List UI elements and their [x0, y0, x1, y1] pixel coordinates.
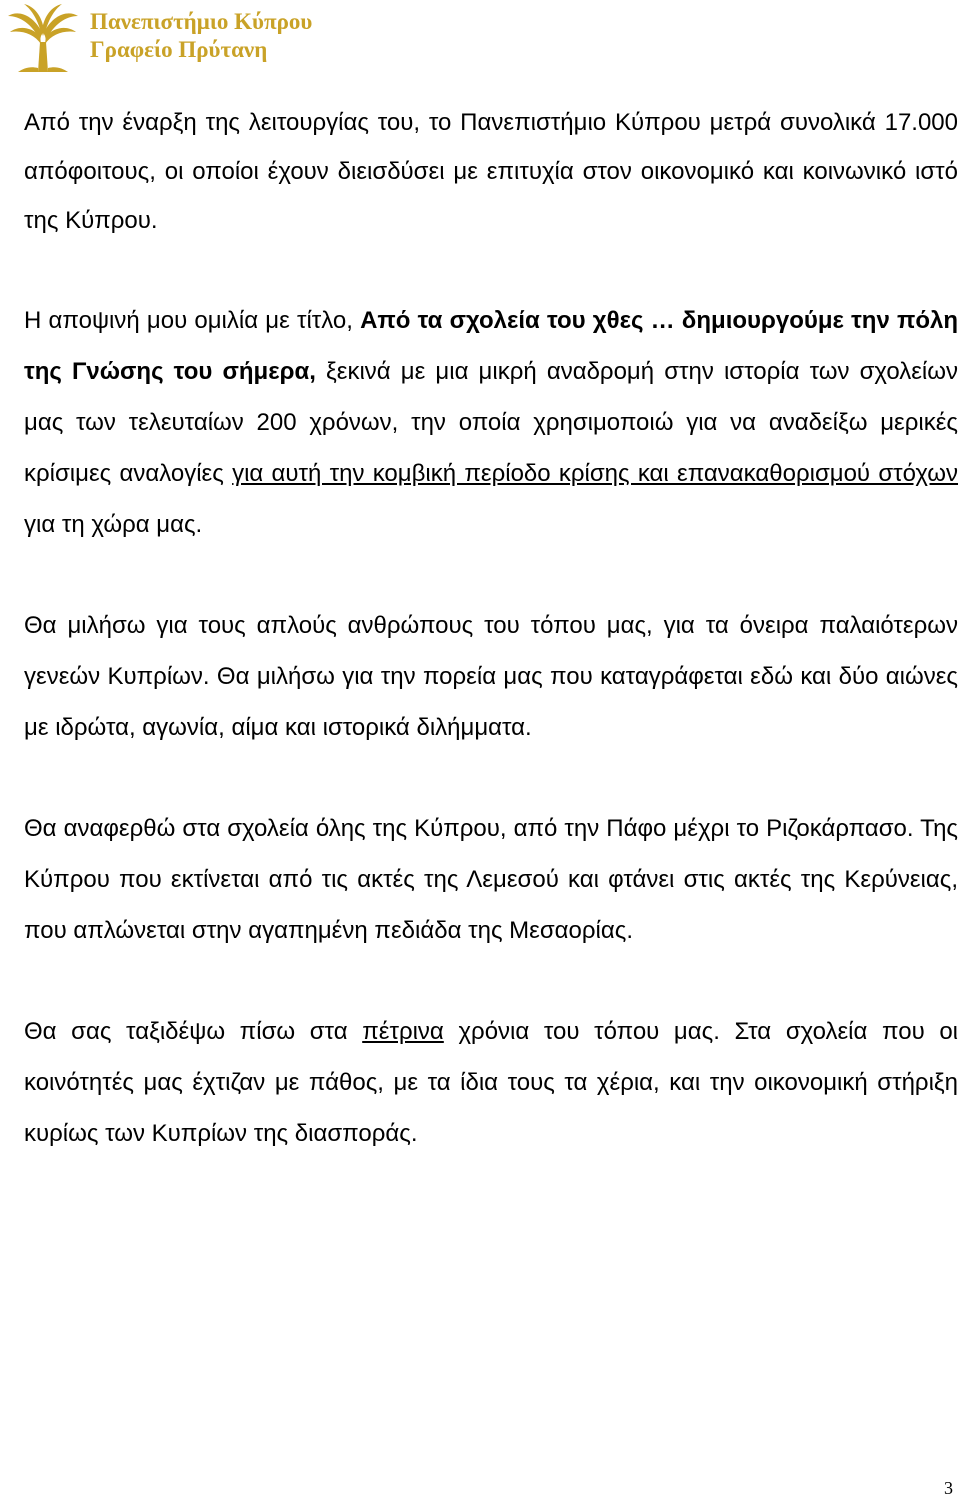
paragraph-5-intro: Θα σας ταξιδέψω πίσω στα	[24, 1018, 363, 1045]
header-title	[90, 8, 312, 64]
paragraph-2	[24, 295, 958, 550]
university-tree-emblem-icon	[4, 2, 82, 72]
underlined-word: πέτρινα	[362, 1018, 444, 1045]
paragraph-1: Από την έναρξη της λειτουργίας του, το Πανεπιστήμιο Κύπρου μετρά συνολικά 17.000 απόφοιτους, οι οποίοι έχουν διεισδύσει με επιτυχία στον οικονομικό και κοινωνικό ιστό της Κύπρου.	[24, 109, 958, 234]
document-body	[24, 98, 958, 1159]
page-number: 3	[944, 1478, 953, 1498]
paragraph-2-end: για τη χώρα μας.	[24, 511, 203, 538]
university-name: Πανεπιστήμιο Κύπρου	[90, 9, 313, 34]
speech-title: Από τα σχολεία του χθες … δημιουργούμε την πόλη της Γνώσης του σήμερα,	[24, 307, 959, 385]
paragraph-5-end: χρόνια του τόπου μας. Στα σχολεία που οι κοινότητές μας έχτιζαν με πάθος, με τα ίδια τους τα χέρια, και την οικονομική στήριξη κυρίως των Κυπρίων της διασποράς.	[24, 1018, 959, 1147]
underlined-phrase: για αυτή την κομβική περίοδο κρίσης και επανακαθορισμού στόχων	[232, 460, 959, 487]
paragraph-4: Θα αναφερθώ στα σχολεία όλης της Κύπρου, από την Πάφο μέχρι το Ριζοκάρπασο. Της Κύπρου που εκτίνεται από τις ακτές της Λεμεσού και φτάνει στις ακτές της Κερύνειας, που απλώνεται στην αγαπημένη πεδιάδα της Μεσαορίας.	[24, 815, 958, 944]
paragraph-2-middle: ξεκινά με μια μικρή αναδρομή στην ιστορία των σχολείων μας των τελευταίων 200 χρόνων, την οποία χρησιμοποιώ για να αναδείξω μερικές κρίσιμες αναλογίες	[24, 358, 958, 487]
paragraph-2-intro: Η αποψινή μου ομιλία με τίτλο,	[24, 307, 361, 334]
document-header	[0, 0, 960, 80]
paragraph-3: Θα μιλήσω για τους απλούς ανθρώπους του τόπου μας, για τα όνειρα παλαιότερων γενεών Κυπρίων. Θα μιλήσω για την πορεία μας που καταγράφεται εδώ και δύο αιώνες με ιδρώτα, αγωνία, αίμα και ιστορικά διλήμματα.	[24, 612, 958, 741]
office-name: Γραφείο Πρύτανη	[90, 37, 268, 62]
paragraph-5	[24, 1006, 958, 1159]
